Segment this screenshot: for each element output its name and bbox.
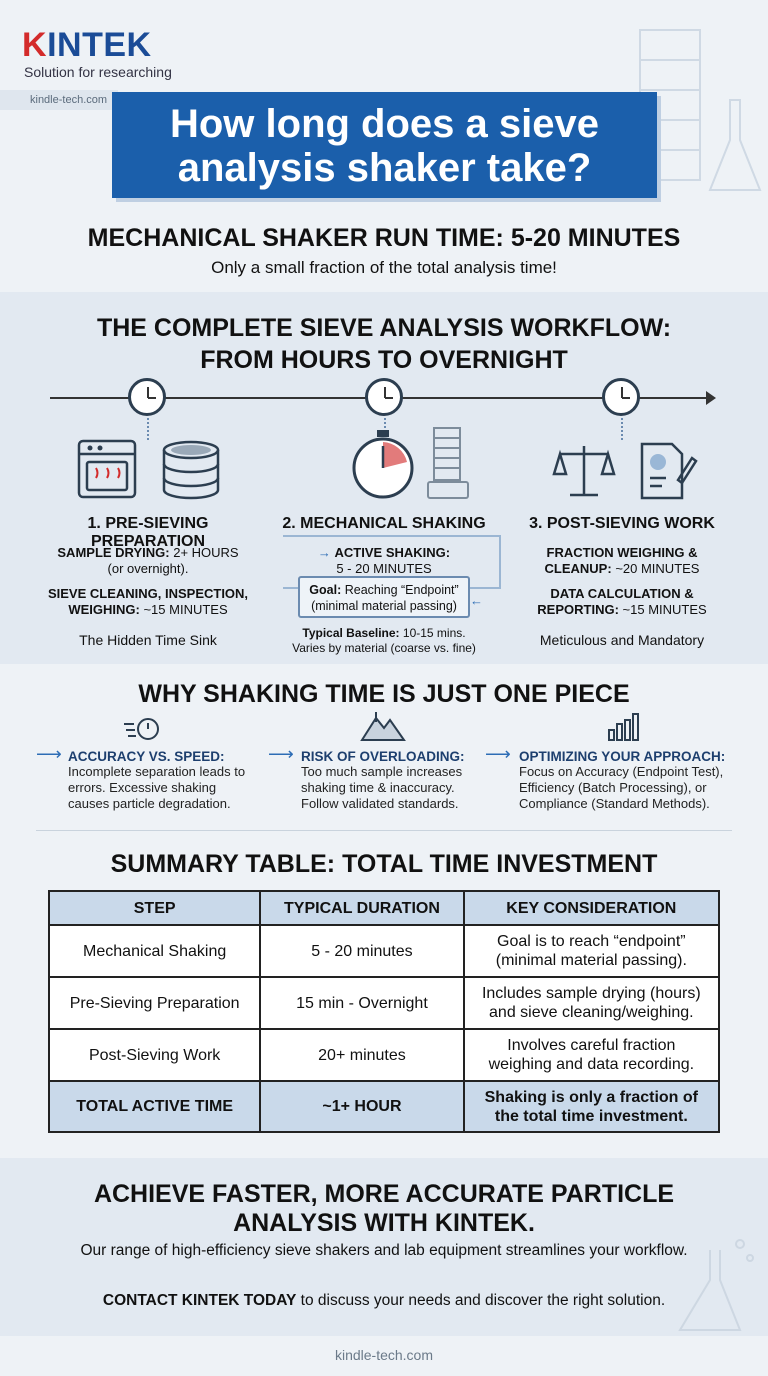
- why-item-overloading: [301, 749, 487, 812]
- arrow-right-icon: ⟶: [36, 744, 62, 764]
- row-step: Mechanical Shaking: [49, 925, 260, 977]
- consideration-line2: (minimal material passing).: [495, 952, 687, 969]
- step3-weighing: [506, 545, 738, 577]
- page-title: How long does a sieve analysis shaker take?: [169, 102, 599, 190]
- table-total-row: [49, 1081, 719, 1132]
- step1-cleaning-label: SIEVE CLEANING, INSPECTION,: [47, 586, 249, 601]
- contact-rest-text: to discuss your needs and discover the right solution.: [296, 1292, 666, 1309]
- step2-active-shaking: → ACTIVE SHAKING: 5 - 20 MINUTES: [276, 545, 492, 577]
- why-optimizing-line2: Efficiency (Batch Processing), or: [519, 780, 707, 795]
- step3-weighing-label2: CLEANUP:: [544, 561, 612, 576]
- total-consideration: [464, 1081, 719, 1132]
- header-duration: TYPICAL DURATION: [260, 891, 463, 925]
- step3-reporting-label: DATA CALCULATION &: [550, 586, 694, 601]
- consideration-line2: and sieve cleaning/weighing.: [489, 1004, 694, 1021]
- why-accuracy-head: ACCURACY VS. SPEED:: [68, 749, 225, 764]
- goal-label: Goal:: [309, 583, 342, 597]
- arrow-right-icon: ⟶: [485, 744, 511, 764]
- row-duration: 5 - 20 minutes: [260, 925, 463, 977]
- step2-active-value: 5 - 20 MINUTES: [336, 561, 432, 576]
- section-divider: [36, 830, 732, 831]
- logo-k: K: [22, 26, 48, 64]
- summary-table-title: SUMMARY TABLE: TOTAL TIME INVESTMENT: [110, 850, 658, 878]
- row-consideration: [464, 977, 719, 1029]
- step1-drying-note: (or overnight).: [107, 561, 189, 576]
- total-consideration-line2: the total time investment.: [494, 1107, 688, 1125]
- sieve-stack-icon: [160, 440, 222, 502]
- goal-note: (minimal material passing): [311, 599, 457, 613]
- oven-icon: [76, 438, 138, 500]
- step3-reporting-label2: REPORTING:: [537, 602, 619, 617]
- header-consideration: KEY CONSIDERATION: [464, 891, 719, 925]
- row-consideration: [464, 1029, 719, 1081]
- workflow-title-line2: FROM HOURS TO OVERNIGHT: [200, 346, 568, 374]
- report-document-icon: [638, 440, 698, 502]
- consideration-line1: Goal is to reach “endpoint”: [497, 933, 686, 950]
- cta-description: Our range of high-efficiency sieve shakers and lab equipment streamlines your workflow.: [80, 1242, 688, 1259]
- baseline-label: Typical Baseline:: [302, 626, 400, 640]
- baseline-note: Varies by material (coarse vs. fine): [292, 641, 476, 655]
- why-optimizing-line1: Focus on Accuracy (Endpoint Test),: [519, 764, 724, 779]
- step3-caption: Meticulous and Mandatory: [539, 632, 705, 648]
- clock-icon: [365, 378, 403, 416]
- step1-cleaning-value: ~15 MINUTES: [143, 602, 228, 617]
- consideration-line2: weighing and data recording.: [488, 1056, 695, 1073]
- why-optimizing-head: OPTIMIZING YOUR APPROACH:: [519, 749, 726, 764]
- row-step: Post-Sieving Work: [49, 1029, 260, 1081]
- site-url-top[interactable]: kindle-tech.com: [0, 90, 118, 110]
- why-accuracy-line3: causes particle degradation.: [68, 796, 231, 811]
- table-row: [49, 977, 719, 1029]
- table-row: [49, 1029, 719, 1081]
- row-step: Pre-Sieving Preparation: [49, 977, 260, 1029]
- step2-title: 2. MECHANICAL SHAKING: [276, 515, 492, 533]
- step3-title: 3. POST-SIEVING WORK: [529, 515, 715, 532]
- total-consideration-line1: Shaking is only a fraction of: [484, 1088, 698, 1106]
- logo-tagline: Solution for researching: [24, 64, 172, 80]
- step1-drying-value: 2+ HOURS: [173, 545, 239, 560]
- logo-rest: INTEK: [47, 26, 152, 64]
- sieve-shaker-icon: [426, 426, 470, 502]
- arrow-right-icon: ⟶: [268, 744, 294, 764]
- why-accuracy-line1: Incomplete separation leads to: [68, 764, 246, 779]
- overload-pile-icon: [360, 710, 406, 742]
- speed-stopwatch-icon: [122, 714, 162, 742]
- why-accuracy-line2: errors. Excessive shaking: [68, 780, 217, 795]
- step3-reporting-value: ~15 MINUTES: [622, 602, 707, 617]
- table-row: [49, 925, 719, 977]
- why-item-accuracy: [68, 749, 268, 812]
- summary-table: [48, 890, 720, 1133]
- step3-weighing-label: FRACTION WEIGHING &: [546, 545, 698, 560]
- workflow-title: [0, 312, 768, 376]
- clock-icon: [602, 378, 640, 416]
- stopwatch-icon: [350, 428, 416, 500]
- header-step: STEP: [49, 891, 260, 925]
- step3-reporting: [506, 586, 738, 618]
- row-consideration: [464, 925, 719, 977]
- goal-text: Reaching “Endpoint”: [344, 583, 459, 597]
- step1-title: 1. PRE-SIEVING PREPARATION: [87, 515, 209, 550]
- step1-cleaning-label2: WEIGHING:: [68, 602, 140, 617]
- timeline-connector: [621, 418, 623, 440]
- step2-baseline: [276, 626, 492, 656]
- table-header-row: [49, 891, 719, 925]
- row-duration: 15 min - Overnight: [260, 977, 463, 1029]
- why-overloading-line1: Too much sample increases: [301, 764, 463, 779]
- why-overloading-line2: shaking time & inaccuracy.: [301, 780, 455, 795]
- step1-drying: [30, 545, 266, 577]
- step1-cleaning: [30, 586, 266, 618]
- step1-drying-label: SAMPLE DRYING:: [57, 545, 170, 560]
- clock-icon: [128, 378, 166, 416]
- cta-title: [0, 1180, 768, 1238]
- step3-weighing-value: ~20 MINUTES: [615, 561, 700, 576]
- why-optimizing-line3: Compliance (Standard Methods).: [519, 796, 710, 811]
- growth-chart-icon: [606, 710, 640, 742]
- workflow-title-line1: THE COMPLETE SIEVE ANALYSIS WORKFLOW:: [96, 314, 672, 342]
- cta-contact[interactable]: [0, 1292, 768, 1310]
- step1-caption: The Hidden Time Sink: [79, 632, 217, 648]
- consideration-line1: Involves careful fraction: [507, 1037, 676, 1054]
- kintek-logo[interactable]: [22, 26, 152, 65]
- cta-title-line2: ANALYSIS WITH KINTEK.: [233, 1209, 535, 1237]
- balance-scale-icon: [552, 442, 616, 500]
- timeline-connector: [147, 418, 149, 440]
- step2-active-label: ACTIVE SHAKING:: [334, 545, 451, 560]
- why-title: WHY SHAKING TIME IS JUST ONE PIECE: [138, 680, 630, 708]
- total-duration: ~1+ HOUR: [260, 1081, 463, 1132]
- goal-arrow-icon: ←: [470, 593, 483, 608]
- timeline-arrow-icon: [706, 391, 716, 405]
- cta-title-line1: ACHIEVE FASTER, MORE ACCURATE PARTICLE: [93, 1180, 675, 1208]
- site-url-bottom[interactable]: kindle-tech.com: [334, 1347, 434, 1363]
- why-item-optimizing: [519, 749, 759, 812]
- run-time-subtitle: Only a small fraction of the total analysis time!: [211, 258, 557, 277]
- why-overloading-head: RISK OF OVERLOADING:: [301, 749, 465, 764]
- run-time-heading: MECHANICAL SHAKER RUN TIME: 5-20 MINUTES: [87, 224, 681, 252]
- total-step: TOTAL ACTIVE TIME: [49, 1081, 260, 1132]
- row-duration: 20+ minutes: [260, 1029, 463, 1081]
- contact-kintek-link[interactable]: CONTACT KINTEK TODAY: [102, 1292, 297, 1309]
- goal-box: [298, 576, 470, 618]
- why-overloading-line3: Follow validated standards.: [301, 796, 459, 811]
- baseline-value: 10-15 mins.: [402, 626, 466, 640]
- consideration-line1: Includes sample drying (hours): [481, 985, 701, 1002]
- title-banner: [112, 92, 657, 198]
